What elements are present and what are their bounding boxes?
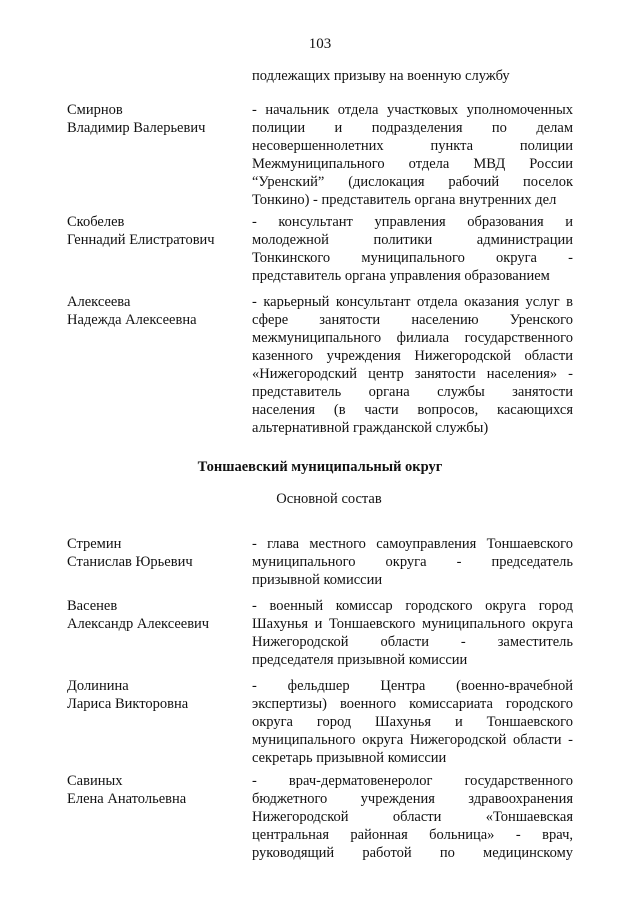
description-line: бюджетного учреждения здравоохранения [252,791,573,807]
description-line: Тонкино) - представитель органа внутренних дел [252,192,557,208]
description-line: Нижегородской области - заместитель [252,634,573,650]
member-name [67,293,242,329]
member-description [252,101,573,209]
description-line: “Уренский” (дислокация рабочий поселок [252,174,573,190]
description-line: молодежной политики администрации [252,232,573,248]
member-description [252,597,573,669]
member-description [252,213,573,285]
description-line: округа город Шахунья и Тоншаевского [252,714,573,730]
description-line: - глава местного самоуправления Тоншаевского [252,536,573,552]
description-line: - фельдшер Центра (военно-врачебной [252,678,573,694]
description-line: секретарь призывной комиссии [252,750,447,766]
section-title: Тоншаевский муниципальный округ [197,459,443,475]
description-line: руководящий работой по медицинскому [252,845,573,861]
description-line: несовершеннолетних пункта полиции [252,138,573,154]
member-surname: Алексеева [67,294,131,310]
description-line: экспертизы) военного комиссариата городского [252,696,573,712]
page-number: 103 [308,36,332,52]
description-line: муниципального округа - председатель [252,554,573,570]
description-line: - консультант управления образования и [252,214,573,230]
description-line: Межмуниципального отдела МВД России [252,156,573,172]
description-line: - военный комиссар городского округа город [252,598,573,614]
subsection-title: Основной состав [276,491,382,507]
description-line: полиции и подразделения по делам [252,120,573,136]
description-line: муниципального округа Нижегородской области - [252,732,573,748]
member-given-names: Александр Алексеевич [67,616,210,632]
description-line: альтернативной гражданской службы) [252,420,489,436]
continuation-line: подлежащих призыву на военную службу [252,68,510,84]
member-given-names: Станислав Юрьевич [67,554,193,570]
description-line: «Нижегородский центр занятости населения» - [252,366,573,382]
member-surname: Савиных [67,773,123,789]
member-name [67,535,242,571]
member-surname: Васенев [67,598,118,614]
description-line: представитель органа управления образованием [252,268,550,284]
member-name [67,213,242,249]
member-description [252,535,573,589]
member-description [252,772,573,862]
description-line: Нижегородской области «Тоншаевская [252,809,573,825]
member-given-names: Лариса Викторовна [67,696,189,712]
description-line: представитель органа службы занятости [252,384,573,400]
member-description [252,677,573,767]
description-line: населения (в части вопросов, касающихся [252,402,573,418]
description-line: Шахунья и Тоншаевского муниципального округа [252,616,573,632]
description-line: председателя призывной комиссии [252,652,468,668]
description-line: межмуниципального филиала государственного [252,330,573,346]
member-description [252,293,573,437]
description-line: - карьерный консультант отдела оказания услуг в [252,294,573,310]
description-line: казенного учреждения Нижегородской области [252,348,573,364]
member-given-names: Надежда Алексеевна [67,312,197,328]
member-name [67,101,242,137]
description-line: - врач-дерматовенеролог государственного [252,773,573,789]
member-surname: Скобелев [67,214,125,230]
member-given-names: Елена Анатольевна [67,791,187,807]
member-given-names: Владимир Валерьевич [67,120,206,136]
member-name [67,597,242,633]
description-line: - начальник отдела участковых уполномоченных [252,102,573,118]
member-surname: Стремин [67,536,122,552]
description-line: призывной комиссии [252,572,383,588]
description-line: Тонкинского муниципального округа - [252,250,573,266]
description-line: сфере занятости населению Уренского [252,312,573,328]
member-surname: Долинина [67,678,129,694]
member-name [67,772,242,808]
member-given-names: Геннадий Елистратович [67,232,215,248]
description-line: центральная районная больница» - врач, [252,827,573,843]
member-surname: Смирнов [67,102,123,118]
member-name [67,677,242,713]
